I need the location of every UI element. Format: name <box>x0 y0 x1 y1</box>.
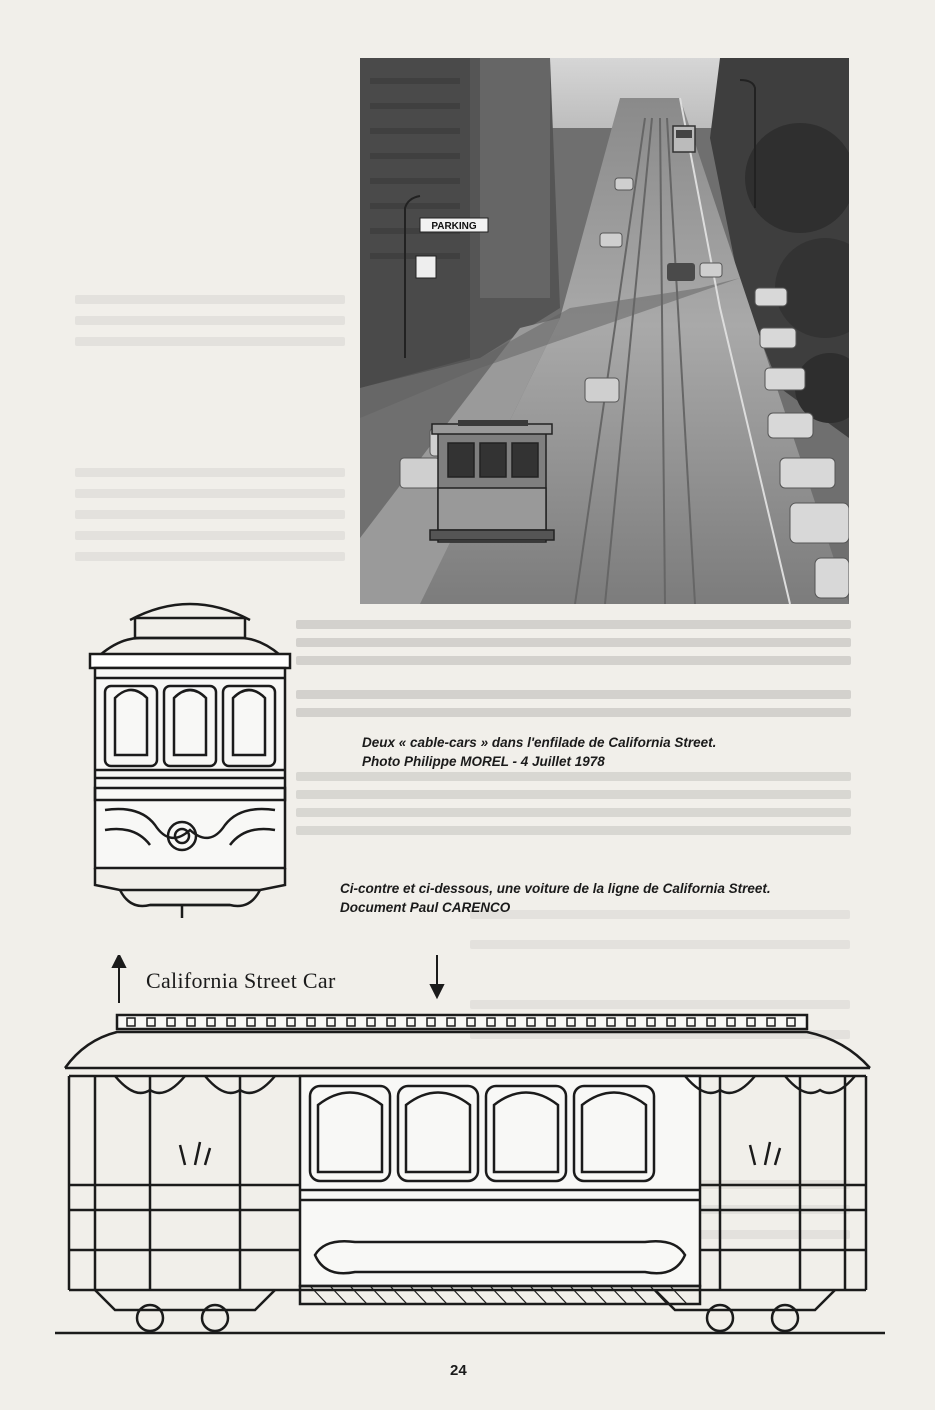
show-through-line <box>470 1000 850 1009</box>
photo-caption-line2: Photo Philippe MOREL - 4 Juillet 1978 <box>362 754 605 769</box>
bleed-text-line <box>296 620 851 629</box>
bleed-text-line <box>296 790 851 799</box>
bleed-text-line <box>296 808 851 817</box>
show-through-line <box>75 295 345 304</box>
drawing-title: California Street Car <box>146 968 336 993</box>
cable-car-end-view-drawing <box>60 590 320 920</box>
bleed-text-line <box>296 772 851 781</box>
street-scene-image <box>360 58 849 604</box>
photo-caption <box>362 733 716 771</box>
show-through-line <box>75 468 345 477</box>
parking-sign-text: PARKING <box>431 221 477 232</box>
show-through-line <box>75 552 345 561</box>
bleed-text-line <box>296 638 851 647</box>
cable-car-side-view-drawing <box>55 1010 885 1340</box>
show-through-text <box>70 118 85 185</box>
drawing-caption-line2: Document Paul CARENCO <box>340 900 511 915</box>
show-through-line <box>470 940 850 949</box>
show-through-line <box>75 531 345 540</box>
photo-caption-line1: Deux « cable-cars » dans l'enfilade de California Street. <box>362 735 717 750</box>
show-through-line <box>75 489 345 498</box>
show-through-line <box>75 316 345 325</box>
show-through-line <box>75 510 345 519</box>
drawing-caption-line1: Ci-contre et ci-dessous, une voiture de la ligne de California Street. <box>340 881 771 896</box>
bleed-text-line <box>296 690 851 699</box>
bleed-text-line <box>296 708 851 717</box>
show-through-line <box>75 337 345 346</box>
cable-car-photo <box>360 58 849 604</box>
page-number: 24 <box>450 1362 467 1379</box>
drawing-caption <box>340 879 771 917</box>
bleed-text-line <box>296 656 851 665</box>
bleed-text-line <box>296 826 851 835</box>
